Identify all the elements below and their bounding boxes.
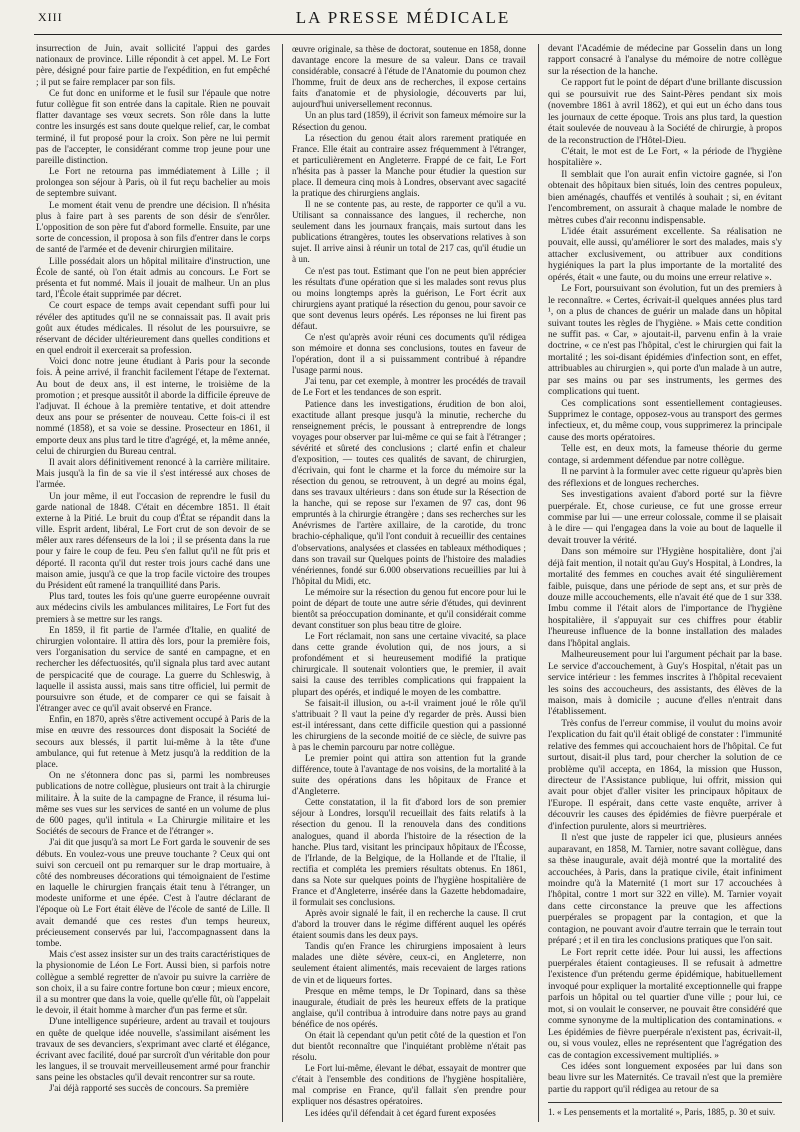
paragraph: Ce n'est qu'après avoir réuni ces documents qu'il rédigea son mémoire et donna ses conclusions, toutes en faveur de l'opération, dont il a si puissamment contribué à répandre l'usage parmi nous.: [292, 332, 526, 376]
paragraph: œuvre originale, sa thèse de doctorat, soutenue en 1858, donne davantage encore la mesure de sa valeur. Dans ce travail considérable, consacré à l'étude de l'Anatomie du poumon chez l'homme, fruit de deux ans de recherches, il expose certains faits d'anatomie et de physiologie, découverts par lui, aujourd'hui universellement reconnus.: [292, 44, 526, 110]
paragraph: On était là cependant qu'un petit côté de la question et l'on dut bientôt reconnaître que l'inquiétant problème n'était pas résolu.: [292, 1029, 526, 1063]
paragraph: Mais c'est assez insister sur un des traits caractéristiques de la physionomie de Léon Le Fort. Aussi bien, si parfois notre collègue a semblé regretter de n'avoir pu suivre la carrière de son choix, il a su faire contre fortune bon cœur ; mieux encore, il a su montrer que dans la voie, quelle qu'elle fût, où l'appelait le devoir, il était homme à marcher d'un pas ferme et sûr.: [36, 950, 270, 1017]
paragraph: Ce rapport fut le point de départ d'une brillante discussion qui se poursuivit rue des Saint-Pères pendant six mois (novembre 1861 à avril 1862), et qui eut un écho dans tous les journaux de cette époque. Trois ans plus tard, la question était soulevée de nouveau à la Société de chirurgie, à propos de la reconstruction de l'Hôtel-Dieu.: [548, 78, 782, 146]
paragraph: Le premier point qui attira son attention fut la grande différence, toute à l'avantage de nos voisins, de la mortalité à la suite des opérations dans les hôpitaux de France et d'Angleterre.: [292, 753, 526, 797]
column-right: [538, 44, 782, 1122]
text-columns: [36, 44, 782, 1122]
paragraph: La résection du genou était alors rarement pratiquée en France. Elle était au contraire assez fréquemment à l'étranger, et particulièrement en Angleterre. Frappé de ce fait, Le Fort n'hésita pas à passer la Manche pour étudier la question sur place. Il demeura cinq mois à Londres, observant avec sagacité la pratique des chirurgiens anglais.: [292, 132, 526, 199]
paragraph: Il avait alors définitivement renoncé à la carrière militaire. Mais jusqu'à la fin de sa vie il s'est intéressé aux choses de l'armée.: [36, 457, 270, 491]
paragraph: Le Fort ne retourna pas immédiatement à Lille ; il prolongea son séjour à Paris, où il fut reçu bachelier au mois de septembre suivant.: [36, 167, 270, 200]
paragraph: Le Fort lui-même, élevant le débat, essayait de montrer que c'était à l'ensemble des conditions de l'hygiène hospitalière, mal comprise en France, qu'il fallait s'en prendre pour expliquer nos désastres opératoires.: [292, 1063, 526, 1107]
paragraph: Il ne parvint à la formuler avec cette rigueur qu'après bien des réflexions et de longues recherches.: [548, 467, 782, 489]
paragraph: Dans son mémoire sur l'Hygiène hospitalière, dont j'ai déjà fait mention, il notait qu'au Guy's Hospital, à Londres, la mortalité des femmes en couches avait été singulièrement faible, puisque, dans une période de sept ans, et sur près de douze mille accouchements, elle n'avait été que de 1 sur 338. Imbu comme il l'était alors de l'importance de l'hygiène hospitalière, il s'appuyait sur ces chiffres pour établir l'heureuse influence de la bonne installation des malades dans l'hôpital anglais.: [548, 547, 782, 649]
journal-title: LA PRESSE MÉDICALE: [295, 8, 511, 27]
footnote: 1. « Les pensements et la mortalité », Paris, 1885, p. 30 et suiv.: [548, 1102, 782, 1118]
page-header: [24, 8, 782, 32]
paragraph: Ce fut donc en uniforme et le fusil sur l'épaule que notre futur collègue fit son entrée dans la capitale. Rien ne pouvait flatter davantage ses vœux secrets. Son rôle dans la lutte contre les insurgés est sans doute quelque relief, car, le combat terminé, il fut proposé pour la croix. Son père ne lui permit pas de l'accepter, le considérant comme trop jeune pour une pareille distinction.: [36, 88, 270, 166]
column-middle: [282, 44, 526, 1122]
paragraph: Ce court espace de temps avait cependant suffi pour lui révéler des aptitudes qu'il ne se connaissait pas. Il avait pris goût aux études médicales. Il résolut de les poursuivre, se réservant de décider ultérieurement dans quelles conditions et en quel endroit il exercerait sa profession.: [36, 301, 270, 357]
paragraph: En 1859, il fit partie de l'armée d'Italie, en qualité de chirurgien volontaire. Il attira dès lors, pour la première fois, vers l'organisation du service de santé en campagne, et en rechercher les défectuosités, qu'il signala plus tard avec autant de perspicacité que de courage. La guerre du Schleswig, à laquelle il assista aussi, mais sans titre officiel, lui permit de poursuivre son étude, et de comparer ce qui se faisait à l'étranger avec ce qu'il avait observé en France.: [36, 625, 270, 715]
column-left: [36, 44, 270, 1122]
paragraph: Il n'est que juste de rappeler ici que, plusieurs années auparavant, en 1858, M. Tarnier, notre savant collègue, dans sa thèse inaugurale, avait déjà montré que la mortalité des accouchées, à Paris, dans la pratique civile, était infiniment moindre qu'à la Maternité (1 mort sur 17 accouchées à l'hôpital, contre 1 mort sur 322 en ville). M. Tarnier voyait dans cette circonstance la preuve que les affections puerpérales se propagent par la contagion, et que la contagion, ne pouvant avoir d'autre terrain que le terrain tout préparé ; et il en tira les conclusions pratiques que l'on sait.: [548, 833, 782, 947]
paragraph: Après avoir signalé le fait, il en recherche la cause. Il crut d'abord la trouver dans le régime différent auquel les opérés étaient soumis dans les deux pays.: [292, 908, 526, 941]
paragraph: J'ai tenu, par cet exemple, à montrer les procédés de travail de Le Fort et les tendances de son esprit.: [292, 376, 526, 398]
paragraph: Le mémoire sur la résection du genou fut encore pour lui le point de départ de toute une autre série d'études, qui devinrent bientôt sa préoccupation dominante, et qu'il considérait comme devant constituer son plus beau titre de gloire.: [292, 586, 526, 631]
paragraph: devant l'Académie de médecine par Gosselin dans un long rapport consacré à l'analyse du mémoire de notre collègue sur la résection de la hanche.: [548, 44, 782, 77]
paragraph: Lille possédait alors un hôpital militaire d'instruction, une École de santé, où l'on était admis au concours. Le Fort se présenta et fut nommé. Mais il jouait de malheur. Un an plus tard, l'École était supprimée par décret.: [36, 256, 270, 301]
paragraph: Telle est, en deux mots, la fameuse théorie du germe contage, si ardemment défendue par notre collègue.: [548, 444, 782, 466]
paragraph: Enfin, en 1870, après s'être activement occupé à Paris de la mise en œuvre des ressources dont disposait la Société de secours aux blessés, il partit lui-même à la tête d'une ambulance, qui fut retenue à Metz jusqu'à la reddition de la place.: [36, 715, 270, 770]
paragraph: Le Fort réclamait, non sans une certaine vivacité, sa place dans cette grande évolution qui, de nos jours, a si profondément et si heureusement modifié la pratique chirurgicale. Il soutenait volontiers que, le premier, il avait saisi la cause des terribles complications qui frappaient la plupart des opérés, et indiqué le moyen de les combattre.: [292, 631, 526, 697]
paragraph: Se faisait-il illusion, ou a-t-il vraiment joué le rôle qu'il s'attribuait ? Il vaut la peine d'y regarder de près. Aussi bien est-il intéressant, dans cette difficile question qui a passionné les chirurgiens de la seconde moitié de ce siècle, de suivre pas à pas le chemin parcouru par notre collègue.: [292, 697, 526, 752]
paragraph: insurrection de Juin, avait sollicité l'appui des gardes nationaux de province. Lille répondit à cet appel. M. Le Fort père, désigné pour faire partie de l'expédition, en fut empêché ; il put se faire remplacer par son fils.: [36, 44, 270, 88]
paragraph: Ces complications sont essentiellement contagieuses. Supprimez le contage, opposez-vous au transport des germes infectieux, et, du même coup, vous supprimerez la principale cause des morts opératoires.: [548, 398, 782, 443]
paragraph: Plus tard, toutes les fois qu'une guerre européenne ouvrait aux médecins civils les ambulances militaires, Le Fort fut des premiers à se mettre sur les rangs.: [36, 592, 270, 625]
paragraph: Tandis qu'en France les chirurgiens imposaient à leurs malades une diète sévère, ceux-ci, en Angleterre, non seulement étaient alimentés, mais recevaient de larges rations de vin et de liqueurs fortes.: [292, 941, 526, 985]
paragraph: C'était, le mot est de Le Fort, « la période de l'hygiène hospitalière ».: [548, 146, 782, 169]
page-number: XIII: [38, 10, 63, 24]
paragraph: Un an plus tard (1859), il écrivit son fameux mémoire sur la Résection du genou.: [292, 110, 526, 132]
paragraph: Le Fort reprit cette idée. Pour lui aussi, les affections puerpérales étaient contagieuses. Il se refusait à admettre l'existence d'un prétendu germe épidémique, habituellement invoqué pour expliquer la mortalité exceptionnelle qui frappe parfois un hôpital ou tel quartier d'une ville ; pour lui, ce mot, si on voulait le conserver, ne pouvait être considéré que comme synonyme de la multiplication des contaminations. « Les épidémies de fièvre puerpérale n'existent pas, écrivait-il, ou, si vous voulez, elles ne représentent que l'agrégation des cas de contagion excessivement multipliés. »: [548, 947, 782, 1061]
paragraph: Très confus de l'erreur commise, il voulut du moins avoir l'explication du fait qu'il était obligé de constater : l'immunité relative des femmes qui accouchaient hors de l'hôpital. Ce fut surtout, disait-il plus tard, pour chercher la solution de ce problème qu'il accepta, en 1864, la mission que Husson, directeur de l'Assistance publique, lui offrit, mission qui avait pour objet d'aller visiter les principaux hôpitaux de l'Europe. Il espérait, dans cette vaste enquête, arriver à découvrir les causes des épidémies de fièvre puerpérale et d'infection purulente, alors si meurtrières.: [548, 718, 782, 832]
paragraph: Un jour même, il eut l'occasion de reprendre le fusil du garde national de 1848. C'était en décembre 1851. Il était externe à la Pitié. Le bruit du coup d'État se répandit dans la ville. Esprit ardent, libéral, Le Fort crut de son devoir de se mêler aux rares défenseurs de la loi ; il se présenta dans la rue pour y faire le coup de feu. Peu s'en fallut qu'il ne fût pris et déporté. Il raconta qu'il dut rester trois jours caché dans une maison amie, jusqu'à ce que la trop facile victoire des troupes du Président eût ramené la tranquillité dans Paris.: [36, 491, 270, 591]
paragraph: Cette constatation, il la fit d'abord lors de son premier séjour à Londres, lorsqu'il recueillait des faits relatifs à la résection du genou. Il la renouvela dans des conditions analogues, quand il aborda l'histoire de la résection de la hanche. Plus tard, visitant les principaux hôpitaux de l'Écosse, de l'Irlande, de la Belgique, de la Hollande et de l'Italie, il rectifia et compléta les premiers résultats obtenus. En 1861, dans sa Note sur quelques points de l'hygiène hospitalière de France et d'Angleterre, insérée dans la Gazette hebdomadaire, il formulait ses conclusions.: [292, 797, 526, 908]
paragraph: Ses investigations avaient d'abord porté sur la fièvre puerpérale. Et, chose curieuse, ce fut une grosse erreur commise par lui — une erreur colossale, comme il se plaisait à le dire — qui l'engagea dans la voie au bout de laquelle il devait trouver la vérité.: [548, 490, 782, 546]
paragraph: Le moment était venu de prendre une décision. Il n'hésita plus à faire part à ses parents de son désir de s'enrôler. L'opposition de son père fut d'abord formelle. Ensuite, par une sorte de concession, il proposa à son fils d'entrer dans le corps de santé de l'armée et de devenir chirurgien militaire.: [36, 200, 270, 256]
paragraph: Voici donc notre jeune étudiant à Paris pour la seconde fois. À peine arrivé, il franchit facilement l'étape de l'externat. Au bout de deux ans, il est interne, le troisième de la promotion ; et presque aussitôt il aborde la difficile épreuve de l'adjuvat. Il échoue à la première tentative, et doit attendre deux ans pour se présenter de nouveau. Cette fois-ci il est nommé (1858), et sa voie se dessine. Prosecteur en 1861, il emporte deux ans plus tard le titre d'agrégé, et, la même année, celui de chirurgien du Bureau central.: [36, 357, 270, 457]
paragraph: D'une intelligence supérieure, ardent au travail et toujours en quête de quelque idée nouvelle, s'assimilant aisément les travaux de ses devanciers, s'exprimant avec clarté et élégance, écrivant avec facilité, doué par surcroît d'un véritable don pour les langues, il se trouvait merveilleusement armé pour franchir sans peine les obstacles qu'il devait rencontrer sur sa route.: [36, 1017, 270, 1084]
paragraph: Le Fort, poursuivant son évolution, fut un des premiers à le reconnaître. « Certes, écrivait-il quelques années plus tard ¹, on a plus de chances de guérir un malade dans un hôpital suivant toutes les règles de l'hygiène. » Mais cette condition ne suffit pas. « Car, » ajoutait-il, parvenu enfin à la vraie doctrine, « ce n'est pas l'hôpital, c'est le chirurgien qui fait la mortalité ; les soi-disant épidémies d'infection sont, en effet, attribuables au chirurgien », qui porte d'un malade à un autre, par ses mains ou par ses instruments, les germes des complications qui tuent.: [548, 284, 782, 398]
paragraph: Presque en même temps, le Dr Topinard, dans sa thèse inaugurale, étudiait de près les heureux effets de la pratique anglaise, qu'il contribua à introduire dans notre pays au grand bénéfice de nos opérés.: [292, 985, 526, 1029]
paragraph: Il ne se contente pas, au reste, de rapporter ce qu'il a vu. Utilisant sa connaissance des langues, il recherche, non seulement dans les journaux français, mais surtout dans les publications étrangères, toutes les observations relatives à son sujet. Il arrive ainsi à réunir un total de 217 cas, qu'il étudie un à un.: [292, 199, 526, 265]
paragraph: On ne s'étonnera donc pas si, parmi les nombreuses publications de notre collègue, plusieurs ont trait à la chirurgie militaire. À la suite de la campagne de France, il résuma lui-même ses vues sur les services de santé en un volume de plus de 600 pages, qu'il intitula « La Chirurgie militaire et les Sociétés de secours de France et de l'étranger ».: [36, 771, 270, 838]
paragraph: L'idée était assurément excellente. Sa réalisation ne pouvait, elle aussi, qu'améliorer le sort des malades, mais s'y attacher exclusivement, ou attribuer aux conditions hygiéniques la part la plus importante de la mortalité des opérés, était « une faute, ou du moins une erreur relative ».: [548, 227, 782, 283]
paragraph: Les idées qu'il défendait à cet égard furent exposées: [304, 1107, 496, 1118]
header-rule: [34, 34, 782, 35]
paragraph: J'ai dit que jusqu'à sa mort Le Fort garda le souvenir de ses débuts. En voulez-vous une preuve touchante ? Ceux qui ont suivi son cercueil ont pu remarquer sur le drap mortuaire, à côté des nombreuses décorations qui témoignaient de l'estime en laquelle le chirurgien français était tenu à l'étranger, un modeste uniforme et une épée. C'est à l'autre déclarant de l'époque où Le Fort était élève de l'école de santé de Lille. Il avait demandé que ces restes d'un temps heureux, précieusement conservés par lui, l'accompagnassent dans la tombe.: [36, 838, 270, 949]
paragraph: Ce n'est pas tout. Estimant que l'on ne peut bien apprécier les résultats d'une opération que si les malades sont revus plus ou moins longtemps après la guérison, Le Fort écrit aux chirurgiens ayant pratiqué la résection du genou, pour savoir ce que sont devenus leurs opérés. Les réponses ne lui firent pas défaut.: [292, 265, 526, 331]
paragraph: J'ai déjà rapporté ses succès de concours. Sa première: [49, 1084, 249, 1095]
paragraph: Malheureusement pour lui l'argument péchait par la base. Le service d'accouchement, à Guy's Hospital, n'était pas un service intérieur : les femmes inscrites à l'hôpital recevaient les soins des accoucheurs, des assistants, des élèves de la maison, mais à domicile ; aucune d'elles n'entrait dans l'établissement.: [548, 650, 782, 718]
paragraph: Il semblait que l'on aurait enfin victoire gagnée, si l'on obtenait des hôpitaux bien situés, loin des centres populeux, bien aménagés, chauffés et ventilés à souhait ; si, en évitant l'encombrement, on assurait à chaque malade le nombre de mètres cubes d'air reconnu indispensable.: [548, 169, 782, 226]
paragraph: Patience dans les investigations, érudition de bon aloi, exactitude allant presque jusqu'à la minutie, recherche du renseignement précis, le poussant à entreprendre de longs voyages pour observer par lui-même ce qui se fait à l'étranger ; sévérité et sûreté des conclusions ; clarté enfin et chaleur d'exposition, — toutes ces qualités de savant, de chirurgien, d'écrivain, qui font le charme et la force du mémoire sur la résection du genou, se retrouvent, à un degré au moins égal, dans ses travaux ultérieurs : dans son étude sur la Résection de la hanche, qui se repose sur l'examen de 97 cas, dont 96 empruntés à la chirurgie étrangère ; dans ses recherches sur les Anévrismes de l'artère axillaire, de la carotide, du tronc brachio-céphalique, qu'il l'ont conduit à recueillir des centaines d'observations, analysées et classées en tableaux méthodiques ; dans son travail sur Quelques points de l'histoire des maladies vénériennes, fondé sur 6.000 observations recueillies par lui à l'hôpital du Midi, etc.: [292, 398, 526, 586]
paragraph: Ces idées sont longuement exposées par lui dans son beau livre sur les Maternités. Ce travail n'est que la première partie du rapport qu'il rédigea au retour de sa: [548, 1061, 782, 1095]
